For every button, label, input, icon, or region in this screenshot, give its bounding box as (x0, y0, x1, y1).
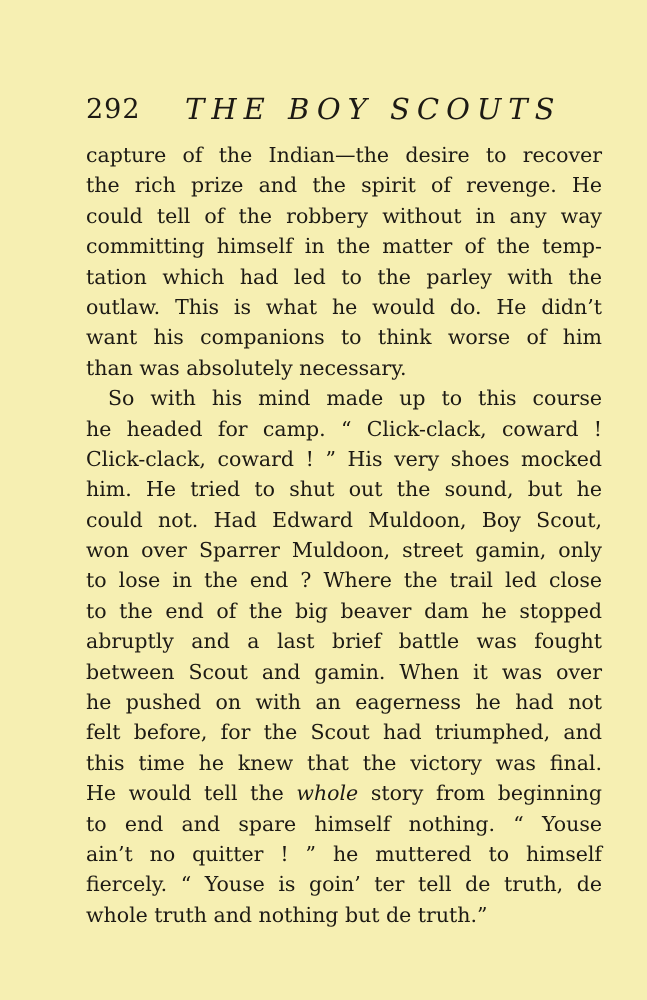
text-line: tation which had led to the parley with the (86, 264, 602, 289)
text-line: abruptly and a last brief battle was fought (86, 629, 602, 654)
text-line (86, 778, 602, 808)
page-header (86, 88, 606, 128)
italic-emphasis: whole (296, 781, 359, 806)
text-line: he pushed on with an eagerness he had not (86, 690, 602, 715)
text-line: could not. Had Edward Muldoon, Boy Scout, (86, 507, 602, 532)
text-line: the rich prize and the spirit of revenge. He (86, 173, 602, 198)
text-line: won over Sparrer Muldoon, street gamin, only (86, 538, 602, 563)
text-line: could tell of the robbery without in any way (86, 203, 602, 228)
text-line: committing himself in the matter of the temp- (86, 234, 602, 259)
text-line: than was absolutely necessary. (86, 355, 407, 380)
text-line: Click-clack, coward ! ” His very shoes mocked (86, 446, 602, 471)
text-line: he headed for camp. “ Click-clack, coward ! (86, 416, 602, 441)
text-line: to end and spare himself nothing. “ Youse (86, 811, 602, 836)
text-line: outlaw. This is what he would do. He didn’t (86, 294, 602, 319)
text-line: fiercely. “ Youse is goin’ ter tell de truth, de (86, 872, 602, 897)
text-segment: He would tell the (86, 781, 284, 806)
body-text (86, 140, 602, 930)
text-line: him. He tried to shut out the sound, but he (86, 477, 602, 502)
text-line: to the end of the big beaver dam he stopped (86, 598, 602, 623)
page-number: 292 (86, 94, 141, 125)
running-title: THE BOY SCOUTS (185, 92, 562, 126)
text-line: So with his mind made up to this course (108, 386, 602, 411)
text-line: want his companions to think worse of him (86, 325, 602, 350)
text-segment: story from beginning (370, 781, 602, 806)
text-line: this time he knew that the victory was final. (86, 750, 602, 775)
text-line: capture of the Indian—the desire to recover (86, 143, 602, 167)
text-line: to lose in the end ? Where the trail led close (86, 568, 602, 593)
text-line: felt before, for the Scout had triumphed, and (86, 720, 602, 745)
text-line: whole truth and nothing but de truth.” (86, 902, 488, 927)
text-line: between Scout and gamin. When it was over (86, 659, 602, 684)
text-line: ain’t no quitter ! ” he muttered to himself (86, 841, 602, 866)
